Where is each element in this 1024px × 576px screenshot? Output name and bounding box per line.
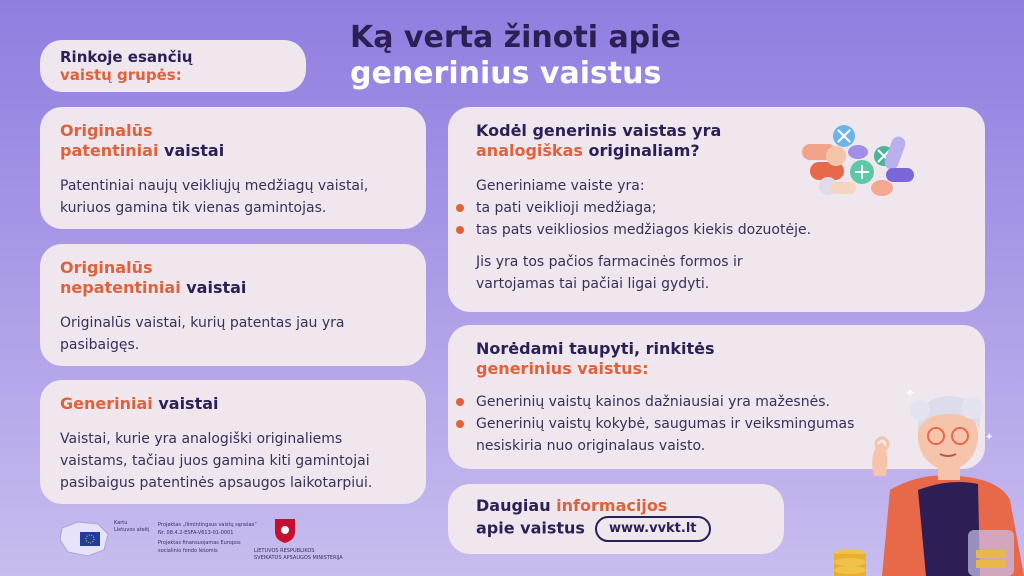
- card-title: [60, 394, 406, 414]
- sparkle-icon: ✦: [905, 386, 916, 400]
- card-title-part: nepatentiniai: [60, 278, 181, 297]
- groups-label-line-1: Rinkoje esančių: [60, 48, 193, 66]
- ministry-text: SVEIKATOS APSAUGOS MINISTERIJA: [254, 555, 343, 561]
- elderly-person-illustration-icon: [860, 380, 1024, 576]
- card-title-part: Generiniai: [60, 394, 153, 413]
- card-title-part: vaistai: [158, 141, 225, 160]
- card-title-part: analogiškas: [476, 141, 583, 160]
- list-item: ta pati veiklioji medžiaga;: [476, 197, 957, 219]
- intro-text: Generiniame vaiste yra:: [476, 178, 645, 194]
- project-text: Nr. 08.4.2-ESFA-V613-01-0001: [158, 530, 234, 536]
- card-title-part: Daugiau: [476, 496, 557, 515]
- bullet-list: [476, 391, 906, 457]
- card-title-part: informacijos: [556, 496, 668, 515]
- card-title-part: vaistai: [152, 394, 219, 413]
- pills-illustration-icon: [800, 122, 920, 202]
- card-title-part: apie vaistus: [476, 518, 585, 538]
- card-title: [60, 121, 406, 161]
- title-line-1: Ką verta žinoti apie: [350, 20, 681, 55]
- eu-text: Lietuvos ateitį: [114, 527, 150, 533]
- list-item: Generinių vaistų kainos dažniausiai yra mažesnės.: [476, 391, 906, 413]
- lithuania-map-logo-icon: [58, 518, 110, 558]
- project-text: socialinio fondo lėšomis: [158, 548, 218, 554]
- card-body: Originalūs vaistai, kurių patentas jau yra pasibaigęs.: [60, 315, 345, 353]
- card-title-part: patentiniai: [60, 141, 159, 160]
- coat-of-arms-icon: [274, 518, 296, 544]
- website-link[interactable]: www.vvkt.lt: [595, 516, 711, 542]
- card-title: [476, 339, 957, 379]
- card-more-info: [448, 484, 784, 554]
- eu-text: Kartu: [114, 520, 128, 526]
- card-body: Vaistai, kurie yra analogiški originaliems vaistams, tačiau juos gamina kiti gamintojai pasibaigus patentinės apsaugos laikotarpiui.: [60, 431, 373, 491]
- card-body: Patentiniai naujų veikliųjų medžiagų vaistai, kuriuos gamina tik vienas gamintojas.: [60, 178, 369, 216]
- groups-label: [40, 40, 306, 92]
- card-title-part: vaistai: [180, 278, 247, 297]
- card-title: [476, 121, 776, 161]
- card-title: [60, 258, 406, 298]
- card-generic: [40, 380, 426, 504]
- paragraph: Jis yra tos pačios farmacinės formos ir vartojamas tai pačiai ligai gydyti.: [476, 254, 743, 292]
- sparkle-icon: ✦: [985, 432, 994, 443]
- card-title-part: Norėdami taupyti, rinkitės: [476, 339, 715, 358]
- card-title-part: generinius vaistus:: [476, 359, 649, 378]
- project-text: Projektas finansuojamas Europos: [158, 540, 241, 546]
- project-text: Projektas „Ilimintingsus vaistų sąrašas“: [158, 522, 257, 528]
- card-original-patented: [40, 107, 426, 229]
- title-line-2: generinius vaistus: [350, 56, 662, 91]
- card-title-part: originaliam?: [582, 141, 700, 160]
- ministry-text: LIETUVOS RESPUBLIKOS: [254, 548, 315, 554]
- card-original-non-patented: [40, 244, 426, 366]
- card-title-part: Kodėl generinis vaistas yra: [476, 121, 722, 140]
- card-title: [476, 496, 756, 542]
- footer-logos: [58, 518, 358, 566]
- coins-icon: [830, 548, 870, 576]
- card-title-part: Originalūs: [60, 258, 153, 277]
- list-item: tas pats veikliosios medžiagos kiekis dozuotėje.: [476, 219, 957, 241]
- card-title-part: Originalūs: [60, 121, 153, 140]
- page-title: [350, 20, 681, 92]
- groups-label-line-2: vaistų grupės:: [60, 66, 182, 84]
- bullet-list: [476, 197, 957, 241]
- list-item: Generinių vaistų kokybė, saugumas ir veiksmingumas nesiskiria nuo originalaus vaisto.: [476, 413, 906, 457]
